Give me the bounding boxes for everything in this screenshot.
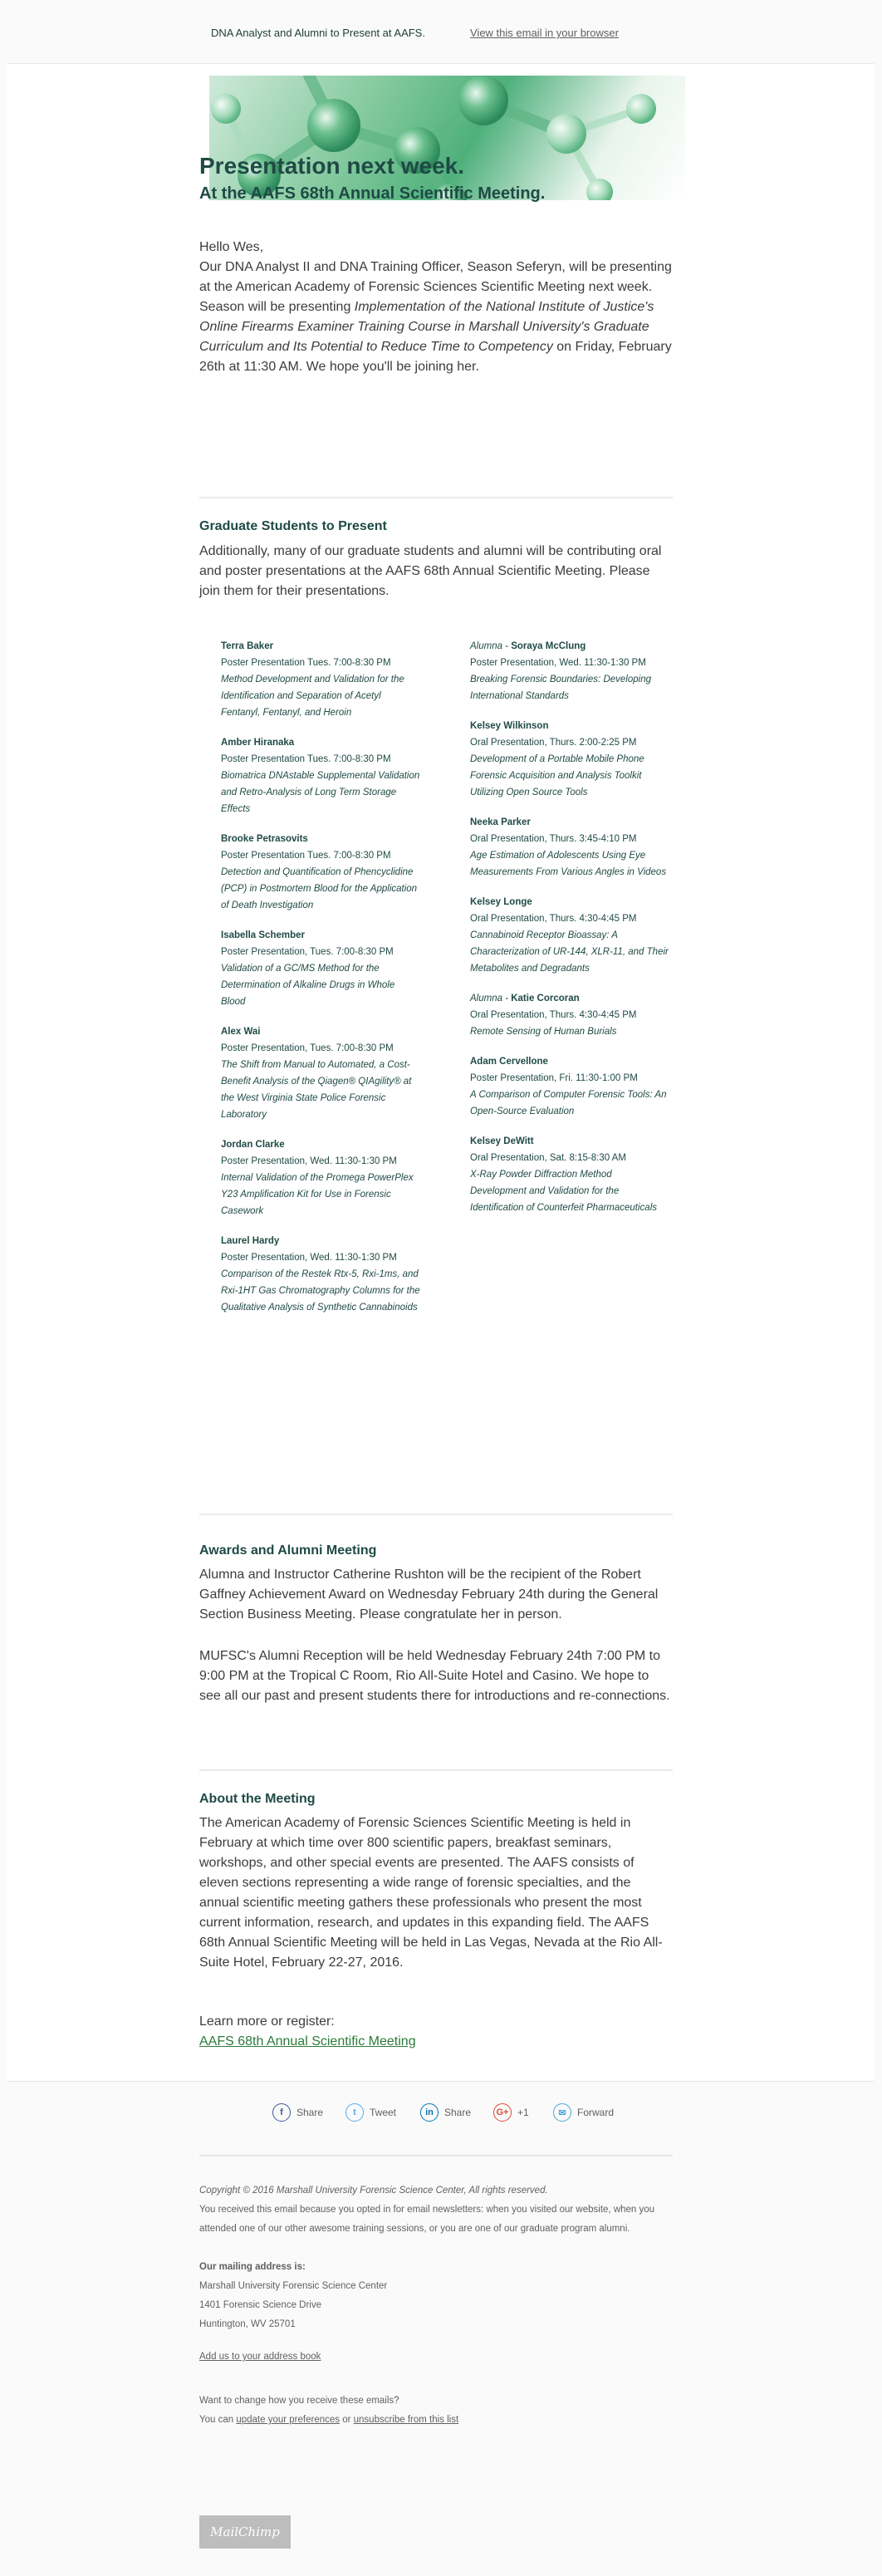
presentation-title: The Shift from Manual to Automated, a Cost-Benefit Analysis of the Qiagen® QIAgility® at the West Virginia State Police Forensic Laboratory [221, 1060, 412, 1120]
presentation-title: Internal Validation of the Promega PowerPlex Y23 Amplification Kit for Use in Forensic Casework [221, 1173, 414, 1216]
presentation-type: Oral Presentation, Thurs. 3:45-4:10 PM [470, 834, 637, 844]
page-title: Presentation next week. [199, 153, 465, 179]
presenter-entry [470, 718, 669, 801]
presentation-title: Validation of a GC/MS Method for the Determination of Alkaline Drugs in Whole Blood [221, 964, 395, 1007]
address-line-2: 1401 Forensic Science Drive [199, 2300, 322, 2310]
presenter-name: Laurel Hardy [221, 1236, 280, 1246]
learn-more-text: Learn more or register: [199, 2014, 335, 2029]
presenter-entry [221, 1023, 420, 1123]
awards-heading: Awards and Alumni Meeting [199, 1543, 377, 1558]
presenter-name: Alex Wai [221, 1027, 261, 1037]
aafs-meeting-link[interactable]: AAFS 68th Annual Scientific Meeting [199, 2034, 416, 2049]
presenter-entry [221, 734, 420, 817]
presentation-type: Poster Presentation, Wed. 11:30-1:30 PM [221, 1253, 397, 1263]
presentation-type: Poster Presentation Tues. 7:00-8:30 PM [221, 754, 391, 764]
presentation-type: Poster Presentation Tues. 7:00-8:30 PM [221, 851, 391, 861]
presentation-title: Remote Sensing of Human Burials [470, 1027, 617, 1037]
presenter-name: Jordan Clarke [221, 1140, 285, 1150]
alumni-reception-paragraph: MUFSC's Alumni Reception will be held Wednesday February 24th 7:00 PM to 9:00 PM at the Tropical C Room, Rio All-Suite Hotel and Casino. We hope to see all our past and present students there for introductions and re-connections. [199, 1649, 670, 1703]
presentation-type: Oral Presentation, Sat. 8:15-8:30 AM [470, 1153, 626, 1163]
divider [199, 1514, 673, 1515]
twitter-icon: t [345, 2103, 364, 2122]
presenter-name: Amber Hiranaka [221, 738, 295, 748]
presenter-entry [221, 1233, 420, 1316]
presenter-entry [221, 1136, 420, 1219]
molecule-image [209, 76, 685, 200]
unsubscribe-link[interactable]: unsubscribe from this list [353, 2415, 459, 2425]
mailing-address-label: Our mailing address is: [199, 2262, 306, 2272]
presenter-entry [470, 638, 669, 704]
googleplus-share-button[interactable] [493, 2103, 529, 2122]
presentation-type: Oral Presentation, Thurs. 4:30-4:45 PM [470, 914, 637, 924]
footer [199, 2181, 681, 2430]
presenter-name: Brooke Petrasovits [221, 834, 308, 844]
presentation-title: Biomatrica DNAstable Supplemental Validation and Retro-Analysis of Long Term Storage Effects [221, 771, 420, 814]
twitter-share-button[interactable] [345, 2103, 396, 2122]
address-line-1: Marshall University Forensic Science Center [199, 2281, 388, 2291]
googleplus-icon: G+ [493, 2103, 512, 2122]
presenter-name: Adam Cervellone [470, 1057, 548, 1067]
presenter-name: Terra Baker [221, 641, 274, 651]
page-subtitle: At the AAFS 68th Annual Scientific Meeting. [199, 184, 546, 203]
footer-divider [199, 2155, 673, 2156]
presenter-name: Kelsey DeWitt [470, 1136, 534, 1146]
presentation-type: Poster Presentation, Tues. 7:00-8:30 PM [221, 1043, 394, 1053]
presenter-entry [221, 831, 420, 914]
greeting: Hello Wes, [199, 240, 264, 254]
presenter-name: Kelsey Wilkinson [470, 721, 549, 731]
presentation-title: Implementation of the National Institute of Justice's Online Firearms Examiner Training Course in Marshall University's Graduate Curriculum and Its Potential to Reduce Time to Competency [199, 300, 654, 354]
share-label: +1 [517, 2107, 529, 2118]
presentation-type: Oral Presentation, Thurs. 4:30-4:45 PM [470, 1010, 637, 1020]
facebook-share-button[interactable] [272, 2103, 323, 2122]
intro-section [199, 238, 673, 377]
address-line-3: Huntington, WV 25701 [199, 2319, 296, 2329]
presentation-type: Oral Presentation, Thurs. 2:00-2:25 PM [470, 738, 637, 748]
presenter-entry [221, 927, 420, 1010]
hero-image [209, 76, 685, 200]
email-icon: ✉ [553, 2103, 571, 2122]
presentation-title: Comparison of the Restek Rtx-5, Rxi-1ms, and Rxi-1HT Gas Chromatography Columns for the Qualitative Analysis of Synthetic Cannabinoids [221, 1269, 420, 1313]
graduates-text: Additionally, many of our graduate students and alumni will be contributing oral and poster presentations at the AAFS 68th Annual Scientific Meeting. Please join them for their presentations. [199, 544, 662, 598]
presenters-right-column [470, 638, 669, 1229]
presenter-name: Neeka Parker [470, 817, 531, 827]
presentation-title: A Comparison of Computer Forensic Tools: An Open-Source Evaluation [470, 1090, 667, 1116]
about-heading: About the Meeting [199, 1792, 316, 1806]
presenter-name: Isabella Schember [221, 930, 305, 940]
presenters-left-column [221, 638, 420, 1329]
update-preferences-link[interactable]: update your preferences [236, 2415, 341, 2425]
facebook-icon: f [272, 2103, 291, 2122]
intro-paragraph: Our DNA Analyst II and DNA Training Officer, Season Seferyn, will be presenting at the American Academy of Forensic Sciences Scientific Meeting next week. Season will be presenting Implementation of the National Institute of Justice's Online Firearms Examiner Training Course in Marshall University's Graduate Curriculum and Its Potential to Reduce Time to Competency on Friday, February 26th at 11:30 AM. We hope you'll be joining her. [199, 260, 672, 374]
awards-paragraph: Alumna and Instructor Catherine Rushton will be the recipient of the Robert Gaffney Achievement Award on Wednesday February 24th during the General Section Business Meeting. Please congratulate her in person. [199, 1568, 659, 1622]
divider [199, 497, 673, 498]
social-share-bar [0, 2097, 882, 2130]
change-text: Want to change how you receive these emails? [199, 2396, 399, 2406]
about-paragraph: The American Academy of Forensic Sciences Scientific Meeting is held in February at which time over 800 scientific papers, breakfast seminars, workshops, and other special events are presented. The AAFS consists of eleven sections representing a wide range of forensic specialties, and the annual scientific meeting gathers these professionals who present the most current information, research, and updates in this expanding field. The AAFS 68th Annual Scientific Meeting will be held in Las Vegas, Nevada at the Rio All-Suite Hotel, February 22-27, 2016. [199, 1816, 663, 1970]
share-label: Tweet [370, 2107, 397, 2118]
share-label: Share [296, 2107, 324, 2118]
presentation-title: Detection and Quantification of Phencyclidine (PCP) in Postmortem Blood for the Application of Death Investigation [221, 867, 418, 910]
presenter-entry [470, 894, 669, 977]
share-label: Share [444, 2107, 472, 2118]
address-book-link[interactable]: Add us to your address book [199, 2352, 321, 2362]
presentation-title: Method Development and Validation for the Identification and Separation of Acetyl Fentanyl, Fentanyl, and Heroin [221, 675, 404, 718]
linkedin-share-button[interactable] [420, 2103, 471, 2122]
email-share-button[interactable] [553, 2103, 614, 2122]
presenter-name: Alumna - Soraya McClung [470, 641, 586, 651]
divider [199, 1769, 673, 1771]
linkedin-icon: in [420, 2103, 439, 2122]
share-label: Forward [577, 2107, 615, 2118]
preferences-line: You can update your preferences or unsubscribe from this list [199, 2415, 459, 2425]
presentation-type: Poster Presentation, Wed. 11:30-1:30 PM [470, 658, 646, 668]
presentation-title: X-Ray Powder Diffraction Method Development and Validation for the Identification of Counterfeit Pharmaceuticals [470, 1170, 658, 1213]
opt-in-reason: You received this email because you opted in for email newsletters: when you visited our website, when you attended one of our other awesome training sessions, or you are one of our graduate program alumni. [199, 2205, 655, 2234]
graduates-heading: Graduate Students to Present [199, 519, 387, 533]
view-in-browser-link[interactable]: View this email in your browser [470, 27, 619, 39]
presenter-entry [221, 638, 420, 721]
presenter-entry [470, 814, 669, 881]
presenter-name: Alumna - Katie Corcoran [470, 994, 580, 1003]
presentation-type: Poster Presentation, Fri. 11:30-1:00 PM [470, 1073, 638, 1083]
presenter-entry [470, 1053, 669, 1120]
preheader [0, 0, 882, 63]
presenter-name: Kelsey Longe [470, 897, 532, 907]
presentation-title: Age Estimation of Adolescents Using Eye Measurements From Various Angles in Videos [470, 851, 667, 877]
presentation-type: Poster Presentation Tues. 7:00-8:30 PM [221, 658, 391, 668]
presentation-title: Breaking Forensic Boundaries: Developing International Standards [470, 675, 651, 701]
preheader-text: DNA Analyst and Alumni to Present at AAFS. [211, 27, 425, 39]
presentation-title: Cannabinoid Receptor Bioassay: A Characterization of UR-144, XLR-11, and Their Metabolites and Degradants [470, 930, 669, 974]
mailchimp-badge[interactable]: MailChimp [199, 2515, 291, 2549]
presentation-type: Poster Presentation, Tues. 7:00-8:30 PM [221, 947, 394, 957]
presentation-type: Poster Presentation, Wed. 11:30-1:30 PM [221, 1156, 397, 1166]
copyright: Copyright © 2016 Marshall University Forensic Science Center, All rights reserved. [199, 2186, 548, 2196]
presenter-entry [470, 1133, 669, 1216]
presentation-title: Development of a Portable Mobile Phone Forensic Acquisition and Analysis Toolkit Utilizing Open Source Tools [470, 754, 644, 797]
presenter-entry [470, 990, 669, 1040]
